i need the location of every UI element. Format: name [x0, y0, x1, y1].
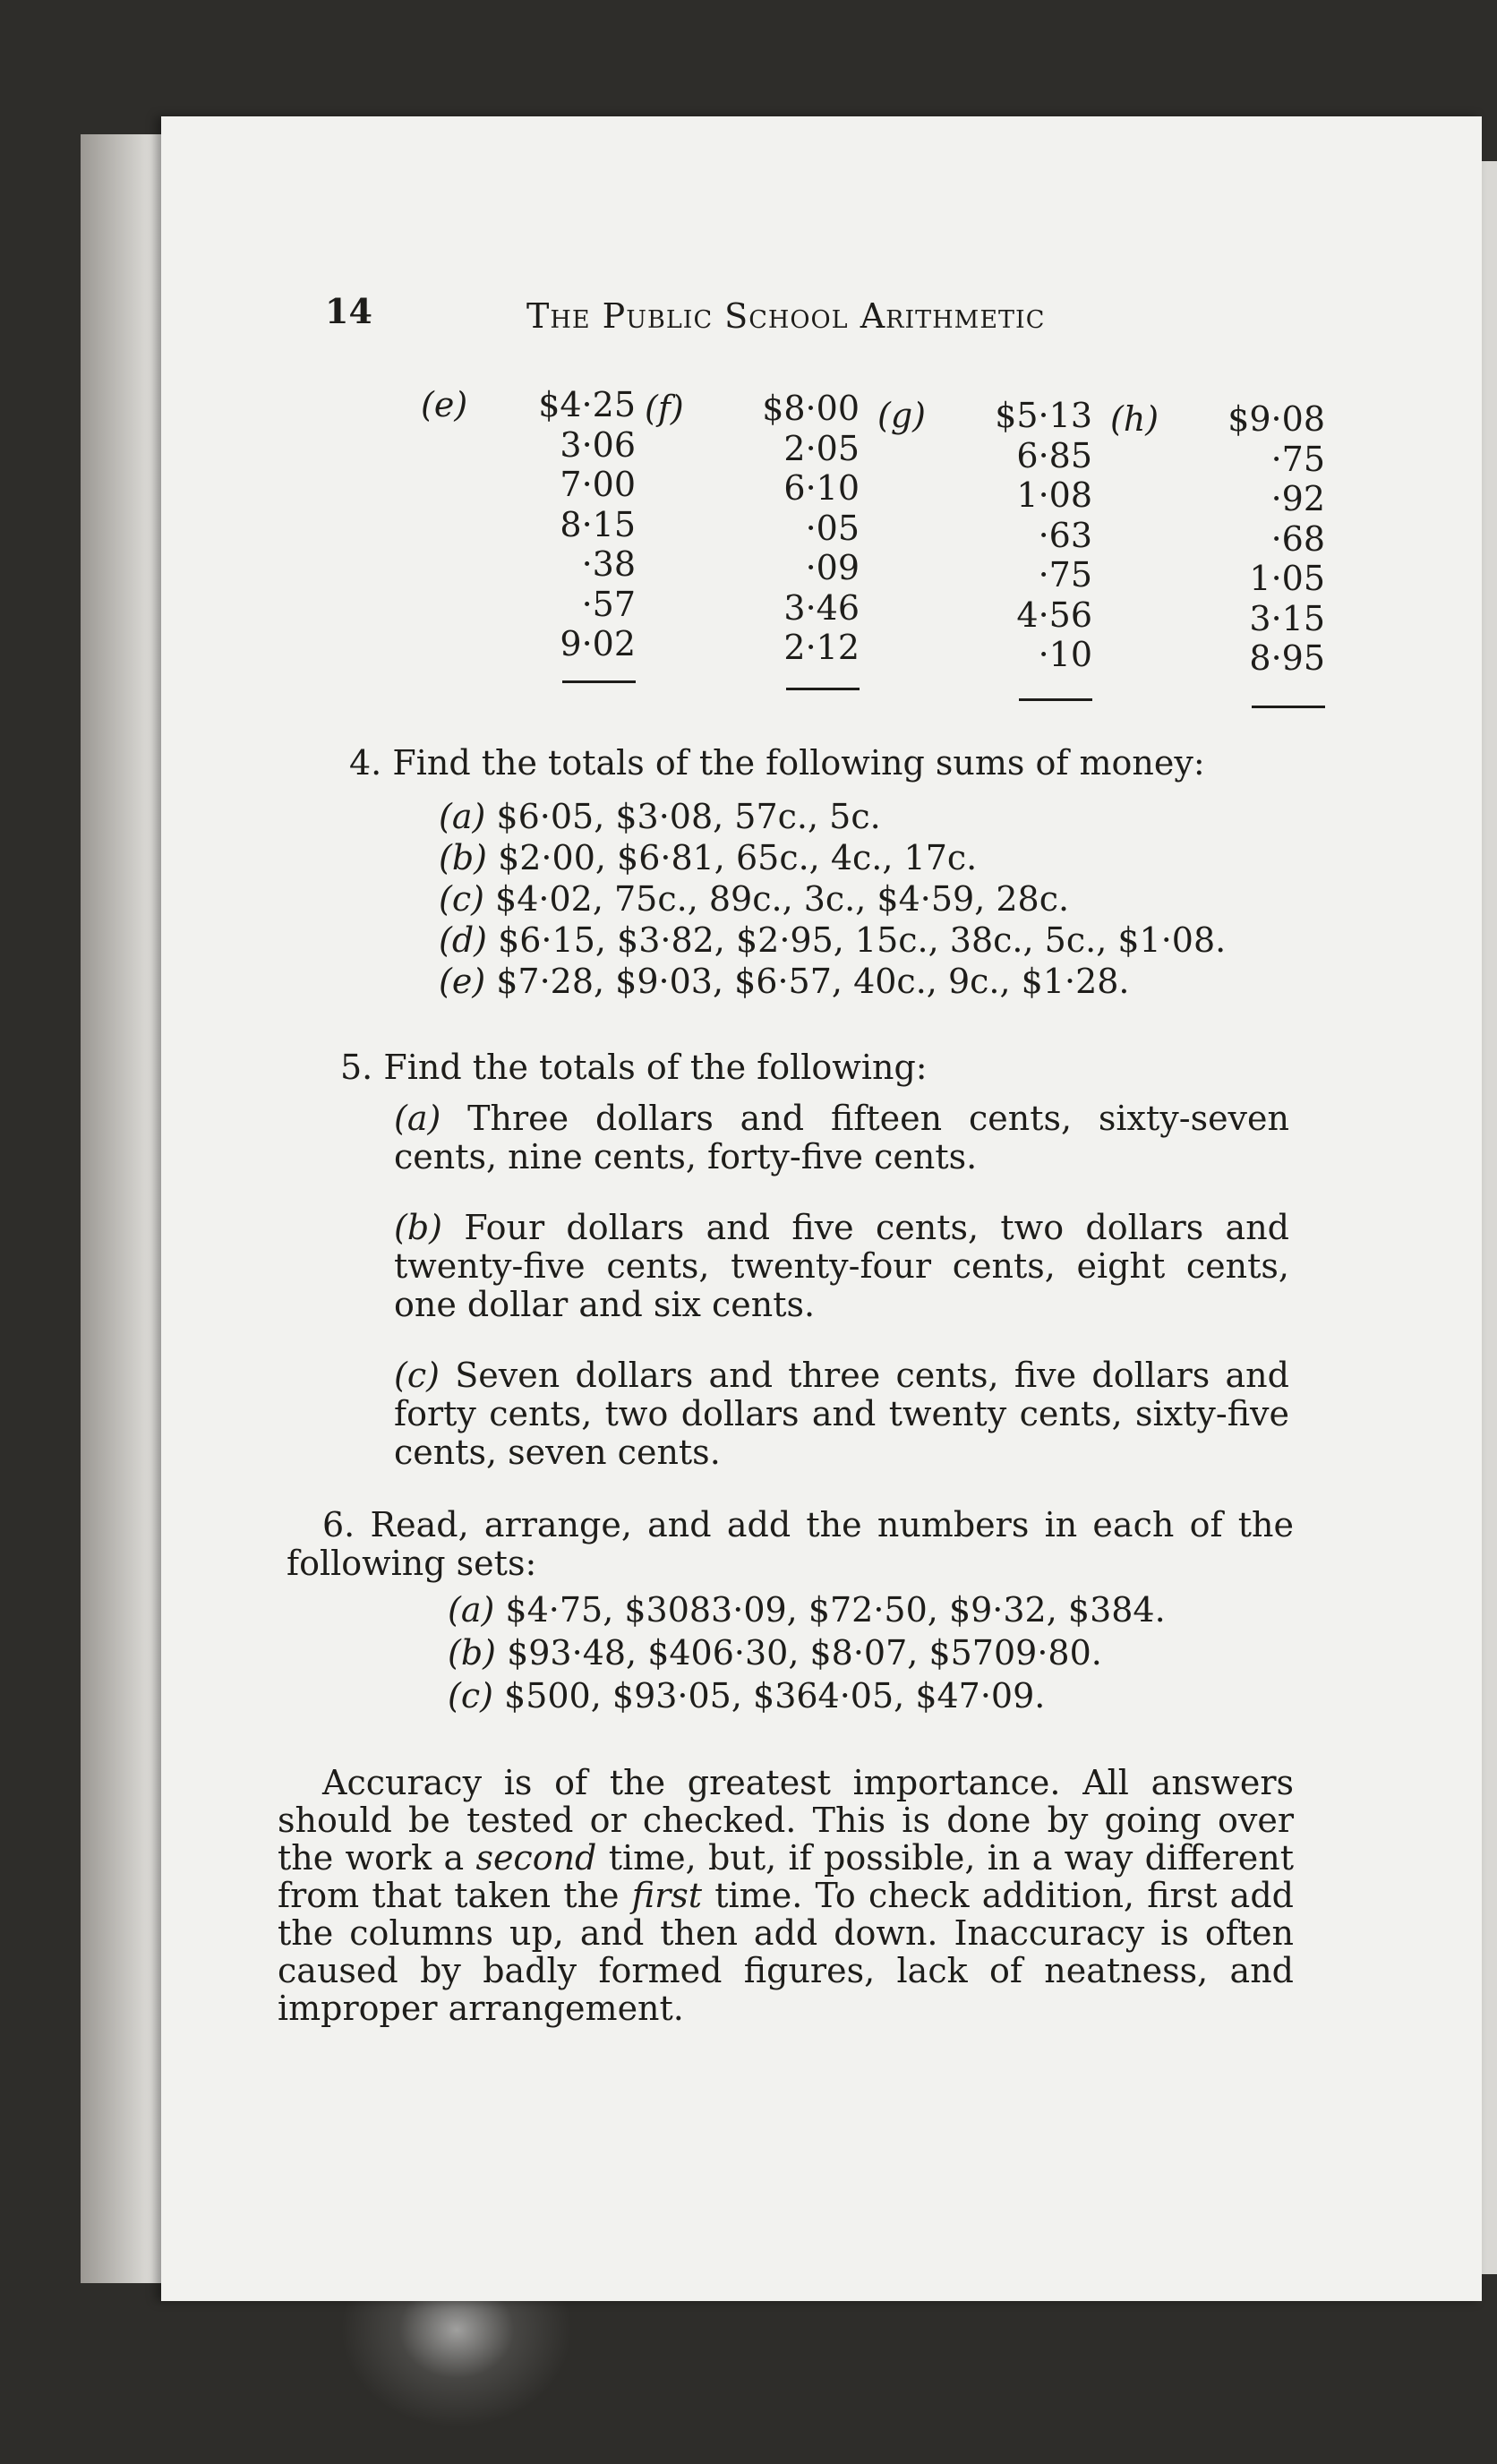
column-value: 3·46 — [783, 587, 860, 628]
column-value: ·68 — [1270, 518, 1325, 559]
exercise-6-item: (c) $500, $93·05, $364·05, $47·09. — [448, 1676, 1046, 1715]
column-value: ·38 — [581, 544, 636, 584]
column-value: ·63 — [1038, 515, 1092, 555]
column-value: 3·06 — [560, 424, 636, 465]
column-value: $5·13 — [995, 396, 1092, 435]
column-value: 6·10 — [783, 468, 860, 508]
exercise-5-item: (a) Three dollars and fifteen cents, sixty-seven cents, nine cents, forty-five cents. — [394, 1099, 1289, 1176]
exercise-4-item: (a) $6·05, $3·08, 57c., 5c. — [439, 797, 881, 836]
exercise-5-item: (c) Seven dollars and three cents, five dollars and forty cents, two dollars and twenty cents, sixty-five cents, seven cents. — [394, 1356, 1289, 1472]
column-value: 1·05 — [1249, 559, 1325, 598]
exercise-6-item: (b) $93·48, $406·30, $8·07, $5709·80. — [448, 1633, 1102, 1673]
column-value: 9·02 — [560, 624, 636, 663]
closing-paragraph: Accuracy is of the greatest importance. All answers should be tested or checked. This is done by going over the work a second time, but, if possible, in a way different from that taken the first time. To check addition, first add the columns up, and then add down. Inaccuracy is often caused by badly formed figures, lack of neatness, and improper arrangement. — [278, 1763, 1294, 2028]
column-label: (h) — [1110, 399, 1159, 439]
exercise-4-heading: 4. Find the totals of the following sums of money: — [349, 743, 1205, 783]
page-header — [325, 291, 1256, 345]
column-value: $8·00 — [762, 389, 860, 428]
column-value: 1·08 — [1016, 475, 1092, 515]
column-values — [1228, 399, 1325, 679]
book-page — [161, 116, 1482, 2301]
emphasis-second: second — [475, 1838, 597, 1878]
column-value: 2·05 — [783, 428, 860, 468]
exercise-6-heading: 6. Read, arrange, and add the numbers in each of the following sets: — [287, 1505, 1294, 1583]
sum-rule — [562, 680, 636, 683]
page-number: 14 — [325, 291, 372, 331]
column-values — [995, 396, 1092, 675]
column-value: ·09 — [805, 548, 860, 587]
exercise-4-item: (e) $7·28, $9·03, $6·57, 40c., 9c., $1·28. — [439, 962, 1130, 1001]
column-label: (e) — [421, 385, 468, 424]
column-value: 2·12 — [783, 628, 860, 667]
exercise-5-heading: 5. Find the totals of the following: — [340, 1048, 928, 1087]
column-label: (f) — [645, 389, 684, 428]
sum-rule — [1019, 698, 1092, 701]
column-value: ·05 — [805, 508, 860, 548]
column-value: ·10 — [1038, 635, 1092, 674]
column-value: ·57 — [581, 584, 636, 624]
exercise-6-item: (a) $4·75, $3083·09, $72·50, $9·32, $384. — [448, 1590, 1166, 1630]
column-value: ·75 — [1270, 439, 1325, 479]
emphasis-first: first — [631, 1876, 703, 1915]
exercise-4-item: (c) $4·02, 75c., 89c., 3c., $4·59, 28c. — [439, 879, 1070, 919]
column-values — [538, 385, 636, 664]
column-values — [762, 389, 860, 668]
sum-rule — [1252, 706, 1325, 708]
exercise-4-item: (d) $6·15, $3·82, $2·95, 15c., 38c., 5c., $1·08. — [439, 920, 1227, 960]
exercise-4-item: (b) $2·00, $6·81, 65c., 4c., 17c. — [439, 838, 978, 877]
running-title: The Public School Arithmetic — [526, 296, 1046, 336]
exercise-5-item: (b) Four dollars and five cents, two dollars and twenty-five cents, twenty-four cents, eight cents, one dollar and six cents. — [394, 1208, 1289, 1324]
column-value: 7·00 — [560, 465, 636, 504]
column-value: 8·15 — [560, 504, 636, 544]
column-value: ·92 — [1270, 479, 1325, 518]
column-value: 8·95 — [1249, 638, 1325, 678]
column-value: 4·56 — [1016, 595, 1092, 635]
column-value: 3·15 — [1249, 598, 1325, 638]
column-value: $4·25 — [538, 385, 636, 424]
column-value: ·75 — [1038, 555, 1092, 595]
column-value: 6·85 — [1016, 435, 1092, 475]
column-label: (g) — [877, 396, 926, 435]
column-value: $9·08 — [1228, 399, 1325, 439]
sum-rule — [786, 688, 860, 690]
